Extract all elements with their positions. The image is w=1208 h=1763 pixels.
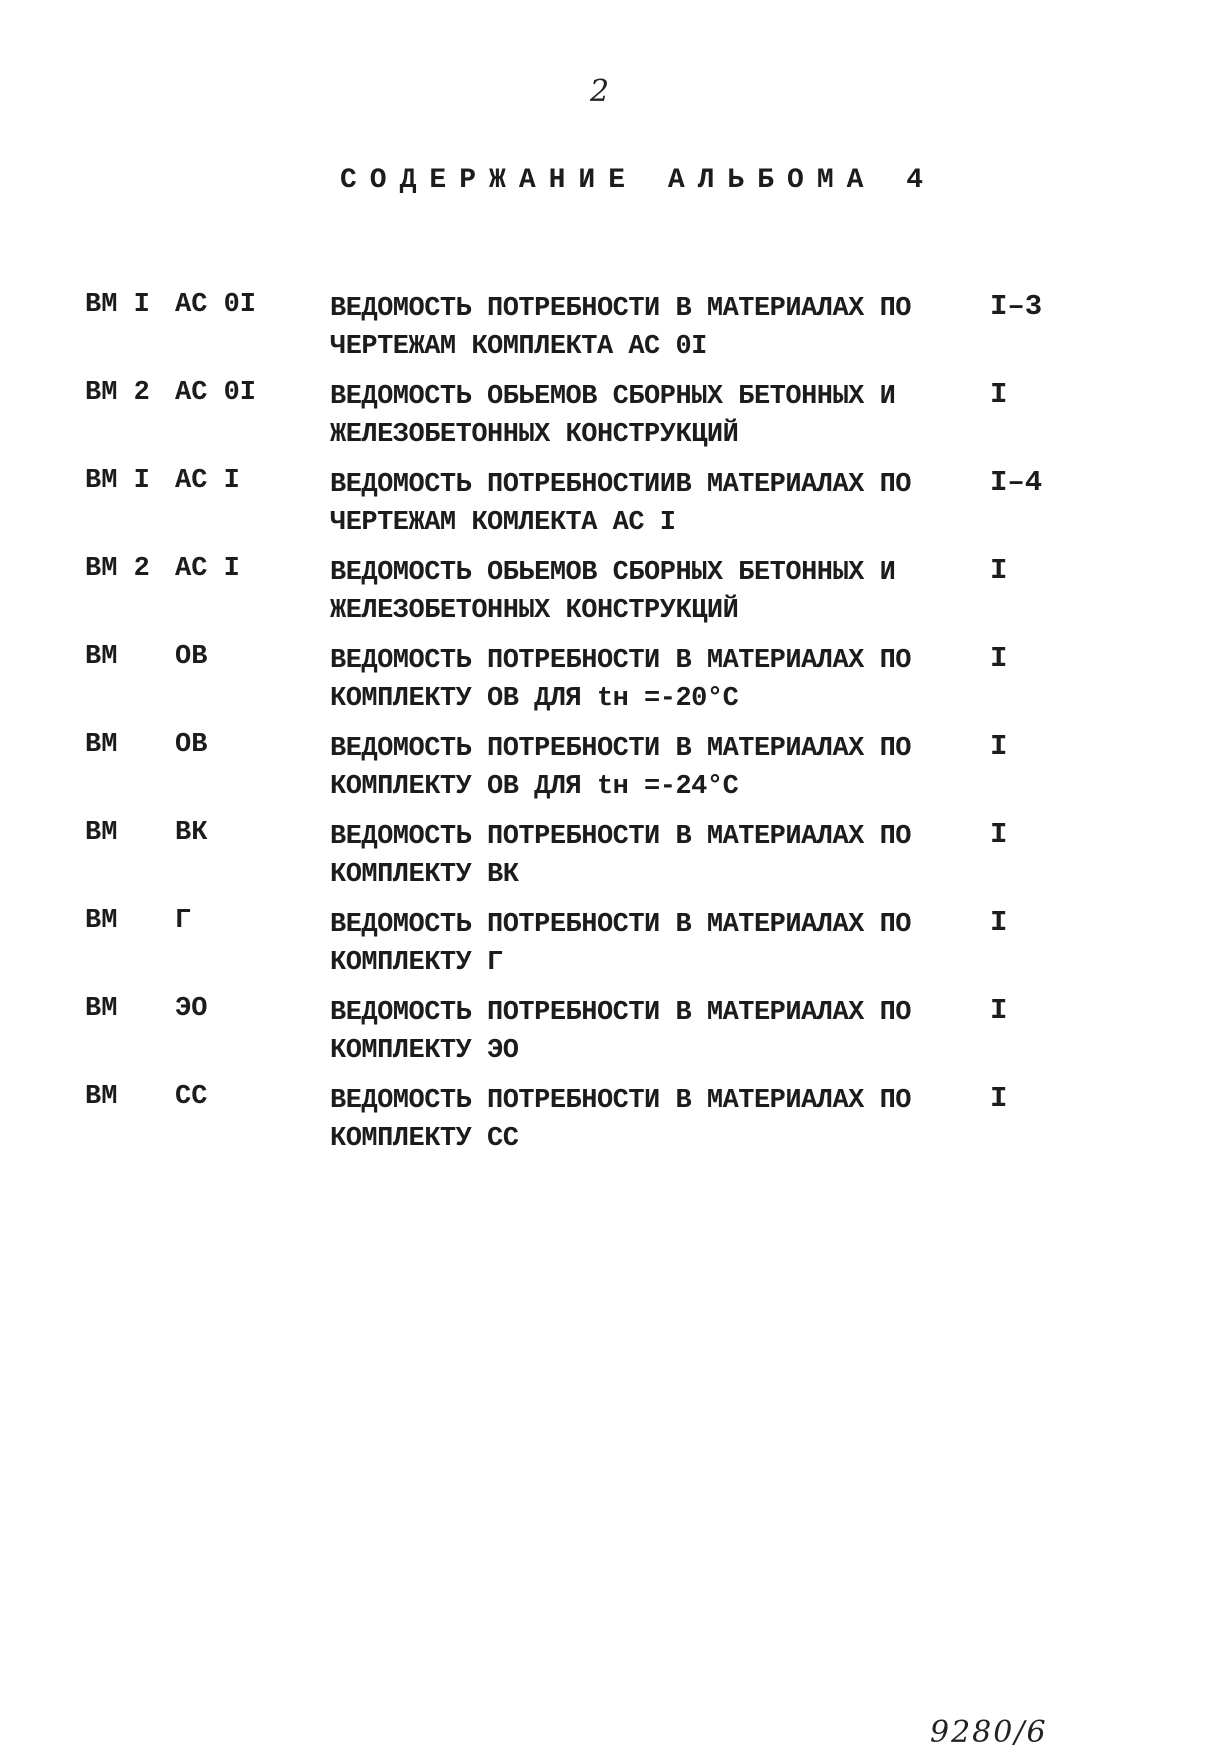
description-line-1: ВЕДОМОСТЬ ОБЬЕМОВ СБОРНЫХ БЕТОННЫХ И	[330, 558, 896, 588]
sheet-code-set: ЭО	[175, 994, 208, 1024]
description-line-2: ЖЕЛЕЗОБЕТОННЫХ КОНСТРУКЦИЙ	[330, 596, 739, 626]
description-line-1: ВЕДОМОСТЬ ОБЬЕМОВ СБОРНЫХ БЕТОННЫХ И	[330, 382, 896, 412]
sheet-description	[330, 730, 950, 806]
sheet-code-set: СС	[175, 1082, 208, 1112]
sheet-numbers: I	[990, 378, 1008, 411]
document-code: 9280/6	[930, 1715, 1048, 1750]
page-title: СОДЕРЖАНИЕ АЛЬБОМА 4	[340, 165, 937, 196]
sheet-code-prefix: ВМ	[85, 642, 118, 672]
contents-row	[85, 730, 1085, 818]
description-line-2: КОМПЛЕКТУ ОВ ДЛЯ tн =-20°C	[330, 684, 739, 714]
sheet-code-prefix: ВМ	[85, 730, 118, 760]
sheet-description	[330, 290, 950, 366]
description-line-1: ВЕДОМОСТЬ ПОТРЕБНОСТИ В МАТЕРИАЛАХ ПО	[330, 646, 911, 676]
sheet-description	[330, 1082, 950, 1158]
description-line-2: КОМПЛЕКТУ СС	[330, 1124, 519, 1154]
contents-row	[85, 994, 1085, 1082]
sheet-numbers: I–3	[990, 290, 1043, 323]
sheet-numbers: I	[990, 554, 1008, 587]
sheet-numbers: I	[990, 906, 1008, 939]
page-number: 2	[590, 74, 610, 109]
contents-row	[85, 378, 1085, 466]
sheet-numbers: I	[990, 994, 1008, 1027]
description-line-2: ЧЕРТЕЖАМ КОМЛЕКТА АС I	[330, 508, 676, 538]
description-line-2: КОМПЛЕКТУ Г	[330, 948, 503, 978]
sheet-description	[330, 818, 950, 894]
sheet-code-set: АС I	[175, 554, 240, 584]
description-line-2: КОМПЛЕКТУ ОВ ДЛЯ tн =-24°C	[330, 772, 739, 802]
contents-row	[85, 642, 1085, 730]
sheet-numbers: I	[990, 642, 1008, 675]
sheet-code-set: ВК	[175, 818, 208, 848]
contents-row	[85, 554, 1085, 642]
sheet-code-prefix: ВМ I	[85, 290, 150, 320]
sheet-description	[330, 642, 950, 718]
contents-row	[85, 818, 1085, 906]
contents-row	[85, 290, 1085, 378]
contents-list	[85, 290, 1085, 1170]
sheet-code-prefix: ВМ	[85, 994, 118, 1024]
sheet-code-prefix: ВМ	[85, 906, 118, 936]
sheet-code-set: ОВ	[175, 730, 208, 760]
description-line-2: ЖЕЛЕЗОБЕТОННЫХ КОНСТРУКЦИЙ	[330, 420, 739, 450]
sheet-description	[330, 554, 950, 630]
sheet-code-set: ОВ	[175, 642, 208, 672]
sheet-code-prefix: ВМ	[85, 1082, 118, 1112]
description-line-1: ВЕДОМОСТЬ ПОТРЕБНОСТИ В МАТЕРИАЛАХ ПО	[330, 294, 911, 324]
description-line-1: ВЕДОМОСТЬ ПОТРЕБНОСТИ В МАТЕРИАЛАХ ПО	[330, 822, 911, 852]
description-line-1: ВЕДОМОСТЬ ПОТРЕБНОСТИ В МАТЕРИАЛАХ ПО	[330, 734, 911, 764]
description-line-2: КОМПЛЕКТУ ВК	[330, 860, 519, 890]
sheet-code-set: Г	[175, 906, 192, 936]
sheet-numbers: I	[990, 730, 1008, 763]
contents-row	[85, 466, 1085, 554]
sheet-description	[330, 994, 950, 1070]
sheet-code-set: АС 0I	[175, 290, 257, 320]
description-line-2: ЧЕРТЕЖАМ КОМПЛЕКТА АС 0I	[330, 332, 707, 362]
sheet-code-prefix: ВМ I	[85, 466, 150, 496]
sheet-code-prefix: ВМ	[85, 818, 118, 848]
sheet-code-set: АС 0I	[175, 378, 257, 408]
description-line-2: КОМПЛЕКТУ ЭО	[330, 1036, 519, 1066]
description-line-1: ВЕДОМОСТЬ ПОТРЕБНОСТИ В МАТЕРИАЛАХ ПО	[330, 998, 911, 1028]
description-line-1: ВЕДОМОСТЬ ПОТРЕБНОСТИ В МАТЕРИАЛАХ ПО	[330, 910, 911, 940]
sheet-code-prefix: ВМ 2	[85, 378, 150, 408]
sheet-numbers: I–4	[990, 466, 1043, 499]
contents-row	[85, 1082, 1085, 1170]
sheet-code-prefix: ВМ 2	[85, 554, 150, 584]
description-line-1: ВЕДОМОСТЬ ПОТРЕБНОСТИИВ МАТЕРИАЛАХ ПО	[330, 470, 911, 500]
sheet-code-set: АС I	[175, 466, 240, 496]
sheet-numbers: I	[990, 818, 1008, 851]
description-line-1: ВЕДОМОСТЬ ПОТРЕБНОСТИ В МАТЕРИАЛАХ ПО	[330, 1086, 911, 1116]
contents-row	[85, 906, 1085, 994]
sheet-description	[330, 906, 950, 982]
sheet-description	[330, 378, 950, 454]
sheet-numbers: I	[990, 1082, 1008, 1115]
sheet-description	[330, 466, 950, 542]
